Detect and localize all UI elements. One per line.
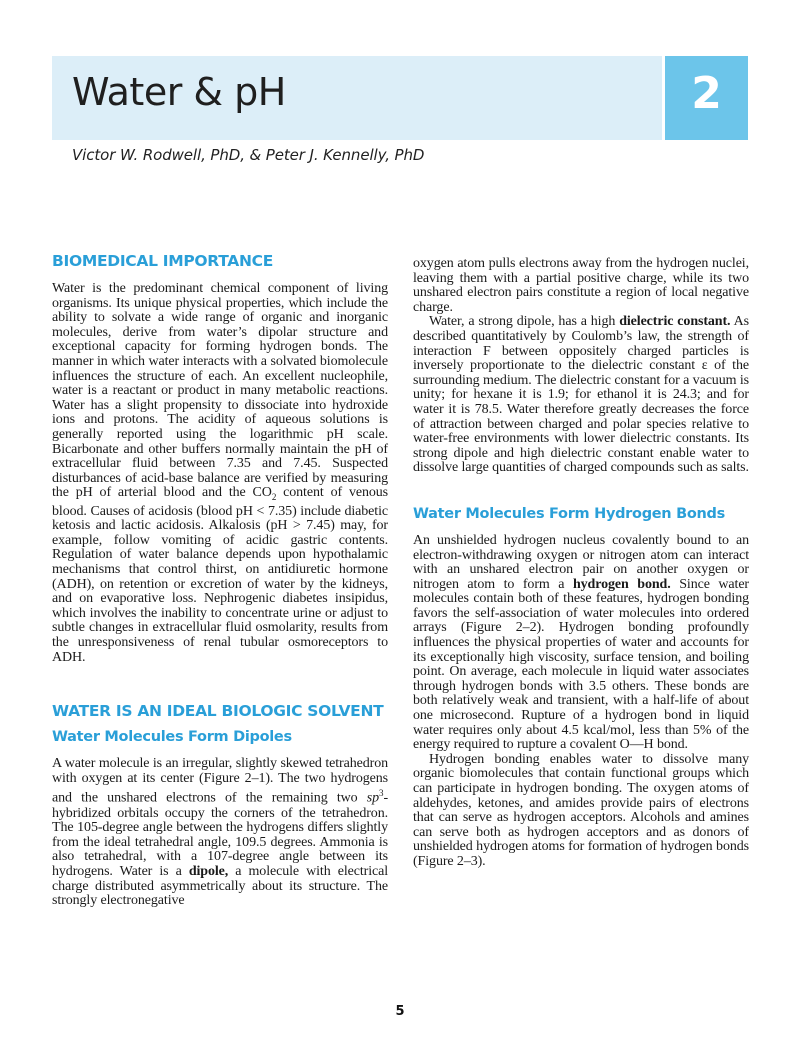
- heading-biomedical-importance: BIOMEDICAL IMPORTANCE: [52, 252, 274, 270]
- paragraph-hydrogen-bonds: An unshielded hydrogen nucleus covalently bound to an electron-withdrawing oxygen or nitrogen atom can interact with an unshared electron pair on another oxygen or nitrogen atom to form a hydrogen bond. Since water molecules contain both of these features, hydrogen bonding favors the self-association of water molecules into ordered arrays (Figure 2–2). Hydrogen bonding profoundly influences the physical properties of water and accounts for its exceptionally high viscosity, surface tension, and boiling point. On average, each molecule in liquid water associates through hydrogen bonds with 3.5 others. These bonds are both relatively weak and transient, with a half-life of about one microsecond. Rupture of a hydrogen bond in liquid water requires only about 4.5 kcal/mol, less than 5% of the energy required to rupture a covalent O—H bond.: [413, 532, 749, 753]
- heading-hydrogen-bonds: Water Molecules Form Hydrogen Bonds: [413, 505, 725, 522]
- left-column: [52, 252, 388, 909]
- paragraph-dipoles-cont: oxygen atom pulls electrons away from the hydrogen nuclei, leaving them with a partial positive charge, while its two unshared electron pairs constitute a region of local negative charge.: [413, 256, 749, 315]
- authors: Victor W. Rodwell, PhD, & Peter J. Kennelly, PhD: [72, 146, 425, 164]
- paragraph-dipoles: A water molecule is an irregular, slightly skewed tetrahedron with oxygen at its center (Figure 2–1). The two hydrogens and the unshared electrons of the remaining two $sp^3$-hybridized orbitals occupy the corners of the tetrahedron. The 105-degree angle between the hydrogens differs slightly from the ideal tetrahedral angle, 109.5 degrees. Ammonia is also tetrahedral, with a 107-degree angle between its hydrogens. Water is a dipole, a molecule with electrical charge distributed asymmetrically about its structure. The strongly electronegative: [52, 756, 388, 909]
- paragraph-hydrogen-bonding-solvation: Hydrogen bonding enables water to dissolve many organic biomolecules that contain functional groups which can participate in hydrogen bonding. The oxygen atoms of aldehydes, ketones, and amides provide pairs of electrons that can serve as hydrogen acceptors. Alcohols and amines can serve both as hydrogen acceptors and as donors of unshielded hydrogen atoms for formation of hydrogen bonds (Figure 2–3).: [413, 751, 749, 869]
- heading-ideal-solvent: WATER IS AN IDEAL BIOLOGIC SOLVENT: [52, 702, 384, 721]
- chapter-number-box: [665, 56, 748, 140]
- chapter-number: 2: [691, 68, 722, 119]
- right-column: [413, 257, 749, 870]
- subheading-dipoles: Water Molecules Form Dipoles: [52, 729, 292, 746]
- paragraph-biomedical: Water is the predominant chemical component of living organisms. Its unique physical properties, which include the ability to solvate a wide range of organic and inorganic molecules, derive from water’s dipolar structure and exceptional capacity for forming hydrogen bonds. The manner in which water interacts with a solvated biomolecule influences the structure of each. An excellent nucleophile, water is a reactant or product in many metabolic reactions. Water has a slight propensity to dissociate into hydroxide ions and protons. The acidity of aqueous solutions is generally reported using the logarithmic pH scale. Bicarbonate and other buffers normally maintain the pH of extracellular fluid between 7.35 and 7.45. Suspected disturbances of acid-base balance are verified by measuring the pH of arterial blood and the $CO_2$ content of venous blood. Causes of acidosis (blood pH < 7.35) include diabetic ketosis and lactic acidosis. Alkalosis (pH > 7.45) may, for example, follow vomiting of acidic gastric contents. Regulation of water balance depends upon hypothalamic mechanisms that control thirst, on antidiuretic hormone (ADH), on retention or excretion of water by the kidneys, and on evaporative loss. Nephrogenic diabetes insipidus, which involves the inability to concentrate urine or adjust to subtle changes in extracellular fluid osmolarity, results from the unresponsiveness of renal tubular osmoreceptors to ADH.: [52, 281, 389, 665]
- chapter-title: Water & pH: [72, 70, 286, 114]
- page-number: 5: [395, 1004, 405, 1019]
- paragraph-dielectric: Water, a strong dipole, has a high dielectric constant. As described quantitatively by Coulomb’s law, the strength of interaction F between oppositely charged particles is inversely proportionate to the dielectric constant ε of the surrounding medium. The dielectric constant for a vacuum is unity; for hexane it is 1.9; for ethanol it is 24.3; and for water it is 78.5. Water therefore greatly decreases the force of attraction between charged and polar species relative to water-free environments with lower dielectric constants. Its strong dipole and high dielectric constant enable water to dissolve large quantities of charged compounds such as salts.: [413, 314, 749, 476]
